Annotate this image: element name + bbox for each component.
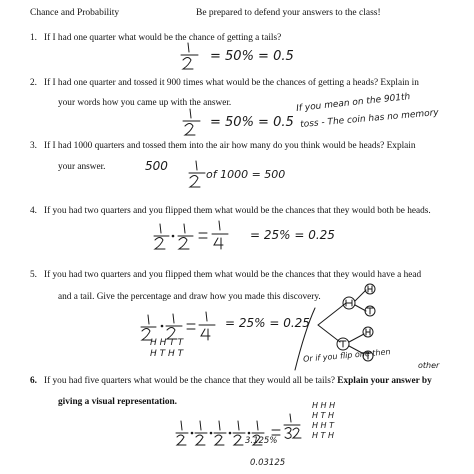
answer-5-fraction-product — [141, 312, 215, 340]
answer-1-handwriting: = 50% = 0.5 — [210, 49, 294, 64]
question-2-continued: your words how you came up with the answer. — [58, 98, 232, 108]
answer-1-fraction-half — [181, 43, 198, 69]
answer-3-handwriting: of 1000 = 500 — [206, 168, 286, 181]
question-1: 1. If I had one quarter what would be the chance of getting a tails? — [30, 33, 282, 43]
worksheet-title: Chance and Probability — [30, 8, 120, 18]
answer-5-note-line-1: Or if you flip one then — [302, 347, 391, 364]
answer-6-tally-row-2: H T H — [312, 411, 335, 420]
answer-2-fraction-half — [183, 109, 200, 135]
worksheet-instruction: Be prepared to defend your answers to the class! — [196, 8, 381, 18]
question-6-continued: giving a visual representation. — [58, 397, 177, 407]
question-5-continued: and a tail. Give the percentage and draw how you made this discovery. — [58, 292, 321, 302]
question-4: 4. If you had two quarters and you flipped them what would be the chances that they would both be heads. — [30, 206, 431, 216]
answer-4-handwriting: = 25% = 0.25 — [250, 228, 335, 242]
answer-5-outcomes-row-2: H T H T — [150, 349, 184, 359]
answer-2-handwriting: = 50% = 0.5 — [210, 115, 294, 130]
question-3: 3. If I had 1000 quarters and tossed them into the air how many do you think would be heads? Explain — [30, 141, 416, 151]
answer-2-note-line-2: toss - The coin has no memory — [299, 107, 440, 131]
answer-3-count: 500 — [145, 159, 168, 173]
answer-6-percent: 3.125% — [245, 436, 278, 446]
answer-4-fraction-product — [154, 221, 228, 249]
answer-6-fraction-product — [176, 414, 301, 445]
answer-2-note-line-1: If you mean on the 901th — [295, 92, 411, 114]
answer-6-decimal: 0.03125 — [250, 458, 286, 468]
answer-5-outcomes-row-1: H H T T — [150, 338, 184, 348]
answer-5-handwriting: = 25% = 0.25 — [225, 316, 310, 330]
answer-6-tally-row-3: H H T — [312, 421, 335, 430]
question-2: 2. If I had one quarter and tossed it 900 times what would be the chances of getting a heads? Explain in — [30, 78, 419, 88]
answer-5-note-line-2: other — [418, 361, 440, 370]
answer-6-tally-row-4: H T H — [312, 431, 335, 440]
question-3-continued: your answer. — [58, 162, 106, 172]
question-6: 6. If you had five quarters what would be the chance that they would all be tails? Explain your answer by — [30, 376, 432, 386]
question-5: 5. If you had two quarters and you flipped them what would be the chances that they would have a head — [30, 270, 422, 280]
answer-3-fraction-half — [189, 161, 205, 187]
answer-6-tally-row-1: H H H — [312, 401, 336, 410]
